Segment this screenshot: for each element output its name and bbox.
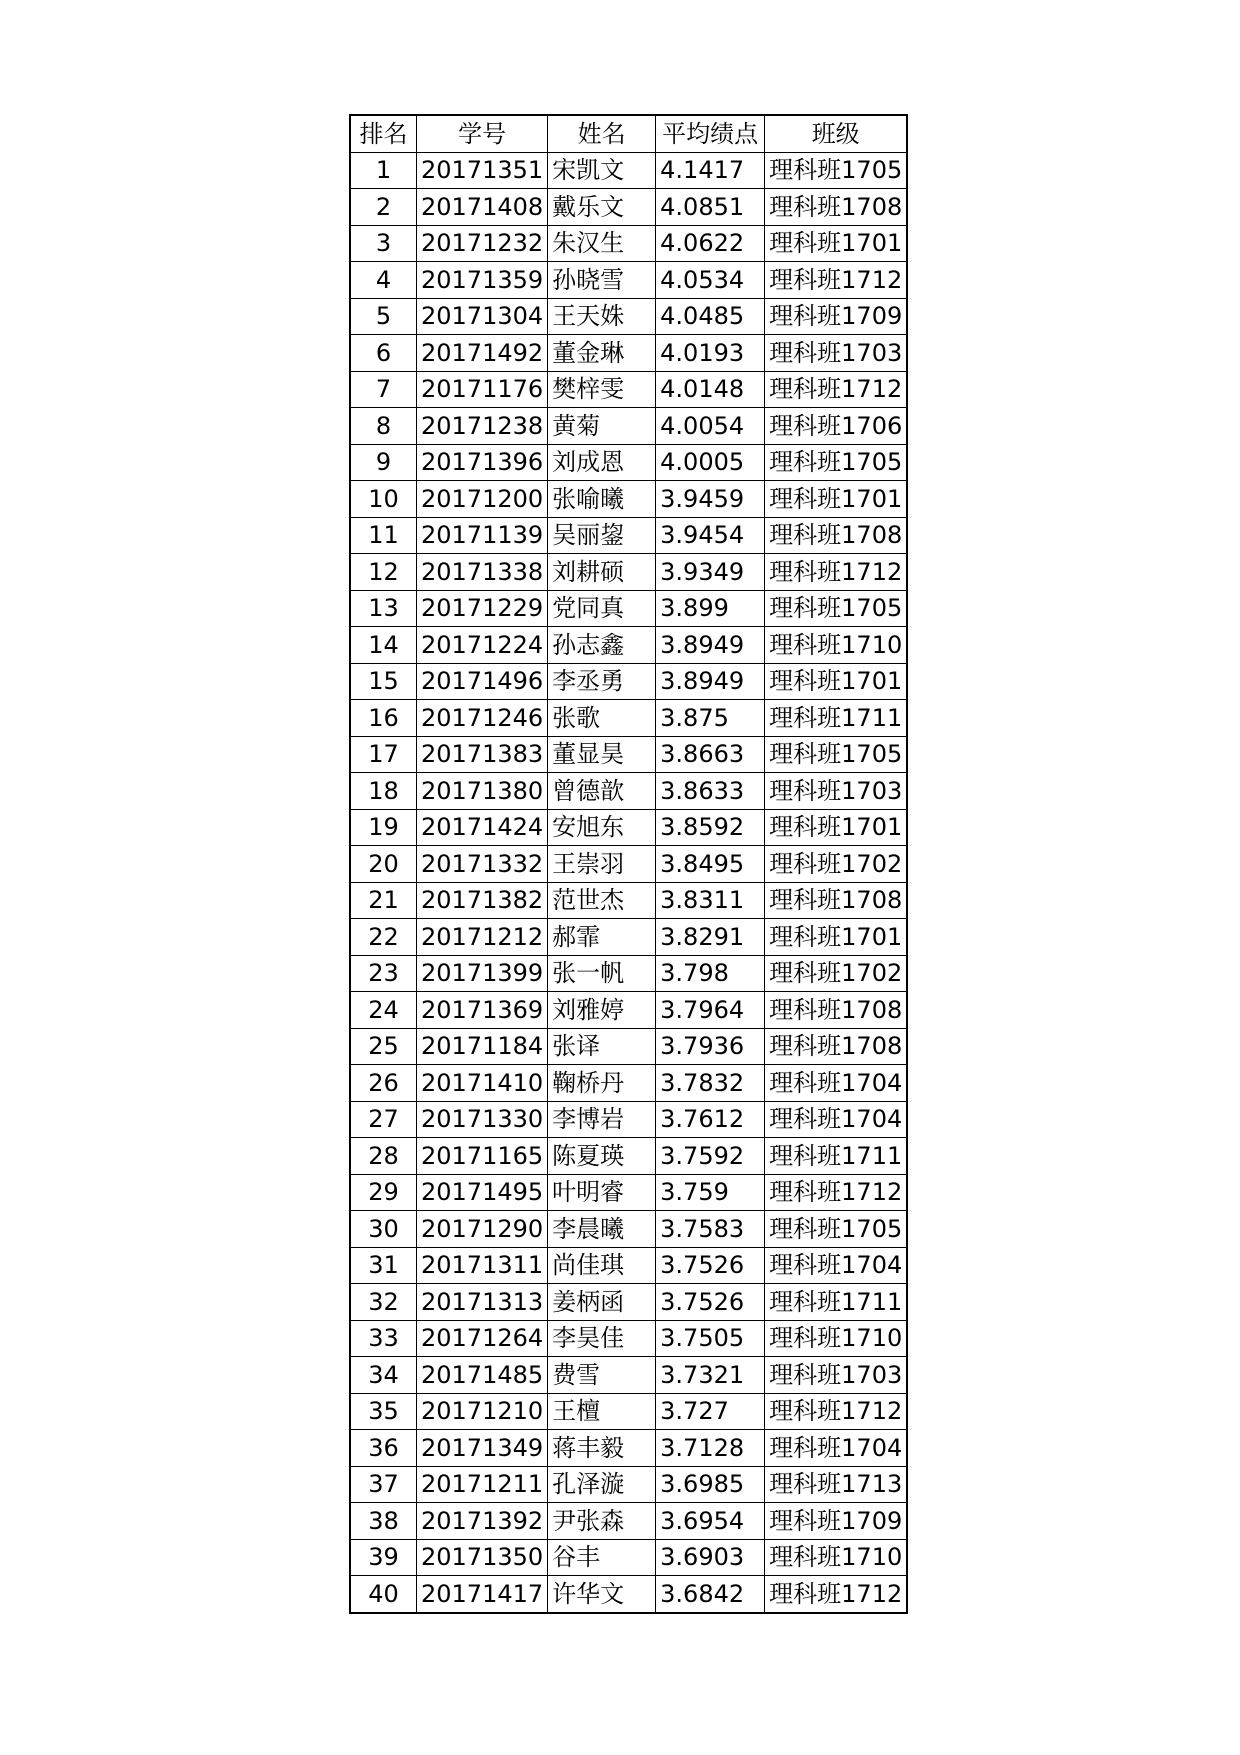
cell-class: 理科班1705	[765, 590, 908, 627]
cell-rank: 2	[350, 189, 417, 226]
cell-student-id: 20171332	[417, 846, 548, 883]
cell-gpa: 4.0054	[656, 408, 765, 445]
cell-gpa: 3.6842	[656, 1576, 765, 1613]
table-row	[350, 955, 907, 992]
table-row	[350, 1320, 907, 1357]
cell-gpa: 4.0485	[656, 298, 765, 335]
cell-student-id: 20171380	[417, 773, 548, 810]
cell-class: 理科班1711	[765, 700, 908, 737]
cell-rank: 15	[350, 663, 417, 700]
cell-name: 朱汉生	[548, 225, 656, 262]
cell-class: 理科班1702	[765, 846, 908, 883]
cell-name: 董金琳	[548, 335, 656, 372]
cell-student-id: 20171313	[417, 1284, 548, 1321]
table-row	[350, 152, 907, 189]
cell-gpa: 4.0005	[656, 444, 765, 481]
table-row	[350, 773, 907, 810]
table-row	[350, 1503, 907, 1540]
table-body	[350, 152, 907, 1613]
cell-name: 刘雅婷	[548, 992, 656, 1029]
cell-student-id: 20171184	[417, 1028, 548, 1065]
cell-gpa: 3.7592	[656, 1138, 765, 1175]
cell-name: 李晨曦	[548, 1211, 656, 1248]
cell-name: 王崇羽	[548, 846, 656, 883]
cell-rank: 30	[350, 1211, 417, 1248]
table-row	[350, 371, 907, 408]
cell-class: 理科班1712	[765, 1174, 908, 1211]
cell-student-id: 20171246	[417, 700, 548, 737]
cell-rank: 4	[350, 262, 417, 299]
cell-gpa: 3.9349	[656, 554, 765, 591]
table-row	[350, 992, 907, 1029]
cell-student-id: 20171264	[417, 1320, 548, 1357]
cell-student-id: 20171392	[417, 1503, 548, 1540]
cell-student-id: 20171311	[417, 1247, 548, 1284]
cell-class: 理科班1708	[765, 992, 908, 1029]
header-class: 班级	[765, 115, 908, 152]
cell-student-id: 20171350	[417, 1539, 548, 1576]
cell-gpa: 3.7505	[656, 1320, 765, 1357]
cell-gpa: 3.8663	[656, 736, 765, 773]
cell-name: 尚佳琪	[548, 1247, 656, 1284]
cell-gpa: 3.8291	[656, 919, 765, 956]
cell-rank: 16	[350, 700, 417, 737]
header-name: 姓名	[548, 115, 656, 152]
cell-student-id: 20171176	[417, 371, 548, 408]
cell-rank: 40	[350, 1576, 417, 1613]
cell-gpa: 3.6903	[656, 1539, 765, 1576]
cell-class: 理科班1711	[765, 1138, 908, 1175]
table-row	[350, 1174, 907, 1211]
table-row	[350, 1576, 907, 1613]
table-row	[350, 408, 907, 445]
table-row	[350, 1211, 907, 1248]
cell-student-id: 20171383	[417, 736, 548, 773]
cell-class: 理科班1705	[765, 1211, 908, 1248]
cell-class: 理科班1703	[765, 773, 908, 810]
cell-class: 理科班1701	[765, 481, 908, 518]
cell-class: 理科班1701	[765, 809, 908, 846]
table-row	[350, 298, 907, 335]
cell-rank: 22	[350, 919, 417, 956]
cell-name: 陈夏瑛	[548, 1138, 656, 1175]
cell-rank: 32	[350, 1284, 417, 1321]
table-row	[350, 590, 907, 627]
cell-class: 理科班1712	[765, 262, 908, 299]
header-student-id: 学号	[417, 115, 548, 152]
header-gpa: 平均绩点	[656, 115, 765, 152]
cell-class: 理科班1706	[765, 408, 908, 445]
cell-class: 理科班1705	[765, 444, 908, 481]
table-row	[350, 846, 907, 883]
cell-rank: 24	[350, 992, 417, 1029]
gpa-ranking-table	[349, 114, 908, 1614]
cell-gpa: 3.8949	[656, 627, 765, 664]
cell-student-id: 20171359	[417, 262, 548, 299]
cell-gpa: 3.8495	[656, 846, 765, 883]
cell-rank: 37	[350, 1466, 417, 1503]
cell-student-id: 20171492	[417, 335, 548, 372]
table-row	[350, 700, 907, 737]
cell-name: 董显昊	[548, 736, 656, 773]
header-row	[350, 115, 907, 152]
cell-class: 理科班1709	[765, 298, 908, 335]
cell-student-id: 20171210	[417, 1393, 548, 1430]
table-row	[350, 663, 907, 700]
cell-gpa: 3.759	[656, 1174, 765, 1211]
cell-student-id: 20171399	[417, 955, 548, 992]
table-row	[350, 1466, 907, 1503]
cell-name: 吴丽鋆	[548, 517, 656, 554]
cell-class: 理科班1713	[765, 1466, 908, 1503]
table-row	[350, 444, 907, 481]
cell-student-id: 20171351	[417, 152, 548, 189]
cell-class: 理科班1710	[765, 627, 908, 664]
table-row	[350, 262, 907, 299]
cell-name: 刘耕硕	[548, 554, 656, 591]
cell-student-id: 20171212	[417, 919, 548, 956]
cell-rank: 31	[350, 1247, 417, 1284]
cell-name: 戴乐文	[548, 189, 656, 226]
cell-rank: 9	[350, 444, 417, 481]
cell-student-id: 20171349	[417, 1430, 548, 1467]
cell-class: 理科班1711	[765, 1284, 908, 1321]
cell-student-id: 20171229	[417, 590, 548, 627]
table-header	[350, 115, 907, 152]
cell-rank: 28	[350, 1138, 417, 1175]
table-row	[350, 225, 907, 262]
table-row	[350, 1065, 907, 1102]
cell-rank: 6	[350, 335, 417, 372]
cell-rank: 17	[350, 736, 417, 773]
cell-name: 张喻曦	[548, 481, 656, 518]
cell-class: 理科班1701	[765, 225, 908, 262]
cell-student-id: 20171496	[417, 663, 548, 700]
table-row	[350, 919, 907, 956]
cell-name: 张一帆	[548, 955, 656, 992]
table-row	[350, 189, 907, 226]
cell-gpa: 4.0622	[656, 225, 765, 262]
cell-class: 理科班1710	[765, 1539, 908, 1576]
table-row	[350, 335, 907, 372]
cell-class: 理科班1708	[765, 882, 908, 919]
cell-gpa: 3.7612	[656, 1101, 765, 1138]
cell-class: 理科班1710	[765, 1320, 908, 1357]
cell-name: 张译	[548, 1028, 656, 1065]
cell-class: 理科班1702	[765, 955, 908, 992]
cell-rank: 27	[350, 1101, 417, 1138]
cell-name: 党同真	[548, 590, 656, 627]
cell-gpa: 3.8311	[656, 882, 765, 919]
cell-rank: 13	[350, 590, 417, 627]
table-row	[350, 1028, 907, 1065]
cell-student-id: 20171485	[417, 1357, 548, 1394]
cell-class: 理科班1708	[765, 1028, 908, 1065]
cell-class: 理科班1712	[765, 1393, 908, 1430]
cell-gpa: 3.9454	[656, 517, 765, 554]
cell-gpa: 3.798	[656, 955, 765, 992]
cell-name: 孙晓雪	[548, 262, 656, 299]
cell-student-id: 20171330	[417, 1101, 548, 1138]
cell-name: 许华文	[548, 1576, 656, 1613]
table-row	[350, 1247, 907, 1284]
cell-class: 理科班1704	[765, 1065, 908, 1102]
cell-class: 理科班1712	[765, 371, 908, 408]
cell-gpa: 3.7964	[656, 992, 765, 1029]
table-row	[350, 1393, 907, 1430]
cell-class: 理科班1705	[765, 152, 908, 189]
table-row	[350, 809, 907, 846]
cell-student-id: 20171200	[417, 481, 548, 518]
cell-rank: 10	[350, 481, 417, 518]
table-row	[350, 481, 907, 518]
cell-gpa: 3.7128	[656, 1430, 765, 1467]
cell-name: 鞠桥丹	[548, 1065, 656, 1102]
cell-name: 安旭东	[548, 809, 656, 846]
cell-gpa: 3.7526	[656, 1247, 765, 1284]
table-row	[350, 554, 907, 591]
cell-rank: 23	[350, 955, 417, 992]
cell-rank: 1	[350, 152, 417, 189]
cell-name: 孔泽漩	[548, 1466, 656, 1503]
cell-name: 王天姝	[548, 298, 656, 335]
cell-gpa: 3.6954	[656, 1503, 765, 1540]
cell-class: 理科班1704	[765, 1430, 908, 1467]
table-row	[350, 1101, 907, 1138]
cell-gpa: 3.8592	[656, 809, 765, 846]
cell-class: 理科班1712	[765, 1576, 908, 1613]
cell-student-id: 20171408	[417, 189, 548, 226]
cell-student-id: 20171382	[417, 882, 548, 919]
cell-name: 姜柄函	[548, 1284, 656, 1321]
cell-student-id: 20171290	[417, 1211, 548, 1248]
cell-rank: 12	[350, 554, 417, 591]
cell-student-id: 20171410	[417, 1065, 548, 1102]
cell-name: 张歌	[548, 700, 656, 737]
cell-gpa: 3.7321	[656, 1357, 765, 1394]
cell-student-id: 20171211	[417, 1466, 548, 1503]
cell-rank: 11	[350, 517, 417, 554]
cell-class: 理科班1709	[765, 1503, 908, 1540]
cell-gpa: 3.9459	[656, 481, 765, 518]
cell-name: 尹张森	[548, 1503, 656, 1540]
cell-student-id: 20171417	[417, 1576, 548, 1613]
cell-gpa: 4.0851	[656, 189, 765, 226]
cell-name: 蒋丰毅	[548, 1430, 656, 1467]
cell-name: 李丞勇	[548, 663, 656, 700]
cell-student-id: 20171304	[417, 298, 548, 335]
cell-gpa: 3.727	[656, 1393, 765, 1430]
cell-name: 王檀	[548, 1393, 656, 1430]
cell-rank: 14	[350, 627, 417, 664]
cell-class: 理科班1703	[765, 1357, 908, 1394]
cell-gpa: 3.7832	[656, 1065, 765, 1102]
cell-gpa: 3.8633	[656, 773, 765, 810]
table-row	[350, 517, 907, 554]
cell-rank: 8	[350, 408, 417, 445]
cell-name: 樊梓雯	[548, 371, 656, 408]
cell-student-id: 20171224	[417, 627, 548, 664]
cell-rank: 26	[350, 1065, 417, 1102]
cell-class: 理科班1704	[765, 1247, 908, 1284]
cell-gpa: 4.1417	[656, 152, 765, 189]
cell-class: 理科班1703	[765, 335, 908, 372]
cell-name: 叶明睿	[548, 1174, 656, 1211]
cell-name: 黄菊	[548, 408, 656, 445]
cell-rank: 3	[350, 225, 417, 262]
cell-name: 孙志鑫	[548, 627, 656, 664]
cell-rank: 7	[350, 371, 417, 408]
cell-class: 理科班1705	[765, 736, 908, 773]
cell-gpa: 3.7583	[656, 1211, 765, 1248]
table-row	[350, 1357, 907, 1394]
cell-class: 理科班1704	[765, 1101, 908, 1138]
table-row	[350, 1284, 907, 1321]
cell-name: 李博岩	[548, 1101, 656, 1138]
cell-student-id: 20171495	[417, 1174, 548, 1211]
cell-name: 李昊佳	[548, 1320, 656, 1357]
cell-student-id: 20171338	[417, 554, 548, 591]
cell-gpa: 3.8949	[656, 663, 765, 700]
cell-gpa: 4.0534	[656, 262, 765, 299]
cell-rank: 35	[350, 1393, 417, 1430]
cell-rank: 5	[350, 298, 417, 335]
cell-gpa: 3.875	[656, 700, 765, 737]
cell-student-id: 20171139	[417, 517, 548, 554]
table-row	[350, 1539, 907, 1576]
cell-name: 范世杰	[548, 882, 656, 919]
cell-student-id: 20171238	[417, 408, 548, 445]
table-row	[350, 882, 907, 919]
cell-name: 宋凯文	[548, 152, 656, 189]
cell-name: 刘成恩	[548, 444, 656, 481]
cell-rank: 34	[350, 1357, 417, 1394]
cell-gpa: 3.7526	[656, 1284, 765, 1321]
cell-student-id: 20171424	[417, 809, 548, 846]
cell-student-id: 20171165	[417, 1138, 548, 1175]
cell-rank: 25	[350, 1028, 417, 1065]
table-row	[350, 1430, 907, 1467]
cell-class: 理科班1708	[765, 189, 908, 226]
cell-name: 谷丰	[548, 1539, 656, 1576]
cell-name: 费雪	[548, 1357, 656, 1394]
cell-rank: 21	[350, 882, 417, 919]
cell-rank: 18	[350, 773, 417, 810]
cell-class: 理科班1712	[765, 554, 908, 591]
cell-rank: 39	[350, 1539, 417, 1576]
cell-student-id: 20171396	[417, 444, 548, 481]
cell-class: 理科班1701	[765, 919, 908, 956]
cell-gpa: 4.0193	[656, 335, 765, 372]
header-rank: 排名	[350, 115, 417, 152]
cell-class: 理科班1701	[765, 663, 908, 700]
cell-gpa: 4.0148	[656, 371, 765, 408]
cell-class: 理科班1708	[765, 517, 908, 554]
table-row	[350, 1138, 907, 1175]
cell-student-id: 20171232	[417, 225, 548, 262]
table-row	[350, 627, 907, 664]
cell-name: 郝霏	[548, 919, 656, 956]
cell-rank: 20	[350, 846, 417, 883]
cell-gpa: 3.7936	[656, 1028, 765, 1065]
cell-rank: 38	[350, 1503, 417, 1540]
table-row	[350, 736, 907, 773]
cell-student-id: 20171369	[417, 992, 548, 1029]
cell-gpa: 3.6985	[656, 1466, 765, 1503]
cell-gpa: 3.899	[656, 590, 765, 627]
cell-rank: 36	[350, 1430, 417, 1467]
cell-rank: 33	[350, 1320, 417, 1357]
cell-name: 曾德歆	[548, 773, 656, 810]
cell-rank: 19	[350, 809, 417, 846]
cell-rank: 29	[350, 1174, 417, 1211]
